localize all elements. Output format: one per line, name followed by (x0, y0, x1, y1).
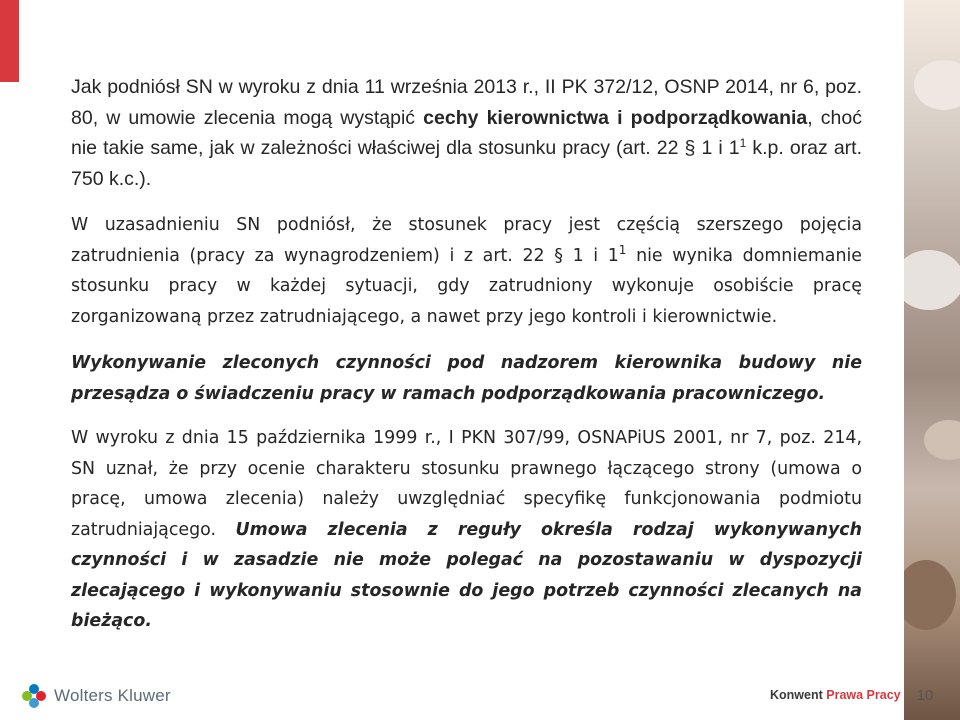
bold-italic-phrase: Umowa zlecenia z reguły określa rodzaj wykonywanych czynności i w zasadzie nie może polegać na pozostawaniu w dyspozycji zlecającego i wykonywaniu stosownie do jego potrzeb czynności zlecanych na bieżąco. (71, 519, 862, 631)
paragraph-justification (71, 210, 862, 332)
paragraph-ruling-1999 (71, 423, 862, 637)
text-span: 1 i 1 (695, 137, 740, 159)
text-span: 1 i 1 (562, 245, 619, 266)
paragraph-emphasis: Wykonywanie zleconych czynności pod nadzorem kierownika budowy nie przesądza o świadczeniu pracy w ramach podporządkowania pracowniczego. (71, 353, 862, 404)
section-sign: § (554, 245, 563, 266)
section-sign: § (684, 137, 696, 159)
superscript: 1 (618, 242, 627, 257)
wolters-kluwer-logo (22, 683, 171, 709)
event-label-part2: Prawa Pracy (826, 688, 901, 702)
text-span: W uzasadnieniu SN podniósł, że stosunek pracy jest częścią szerszego pojęcia zatrudnienia (pracy za wynagrodzeniem) i z art. 22 (71, 215, 862, 266)
text-span: W wyroku z dnia 15 października 1999 r., I PKN 307/99, OSNAPiUS 2001, nr 7, poz. 214, SN uznał, że przy ocenie charakteru stosunku prawnego łączącego strony (umowa o pracę, umowa zlecenia) należy uwzględniać specyfikę funkcjonowania podmiotu zatrudniającego. (71, 428, 862, 540)
text-span: nie wynika domniemanie stosunku pracy w każdej sytuacji, gdy zatrudniony wykonuje osobiście pracę zorganizowaną przez zatrudniającego, a nawet przy jego kontroli i kierownictwie. (71, 245, 862, 327)
red-corner-tab (0, 0, 19, 82)
text-span: Jak podniósł SN w wyroku z dnia 11 września 2013 r., II PK 372/12, OSNP 2014, nr 6, poz. 80, w umowie zlecenia mogą wystąpić (71, 76, 862, 129)
paragraph-ruling-2013 (71, 72, 862, 194)
event-label-part1: Konwent (770, 688, 827, 702)
slide-body (71, 72, 862, 637)
logo-text: Wolters Kluwer (54, 686, 171, 705)
bold-phrase: cechy kierownictwa i podporządkowania (423, 106, 808, 129)
text-span: , choć nie takie same, jak w zależności właściwej dla stosunku pracy (art. 22 (71, 106, 863, 159)
puzzle-decoration-image (904, 0, 960, 720)
superscript: 1 (739, 136, 747, 150)
page-number: 10 (916, 687, 934, 704)
text-span: k.p. oraz art. 750 k.c.). (71, 137, 862, 190)
event-label (770, 688, 901, 702)
logo-icon (22, 684, 46, 708)
